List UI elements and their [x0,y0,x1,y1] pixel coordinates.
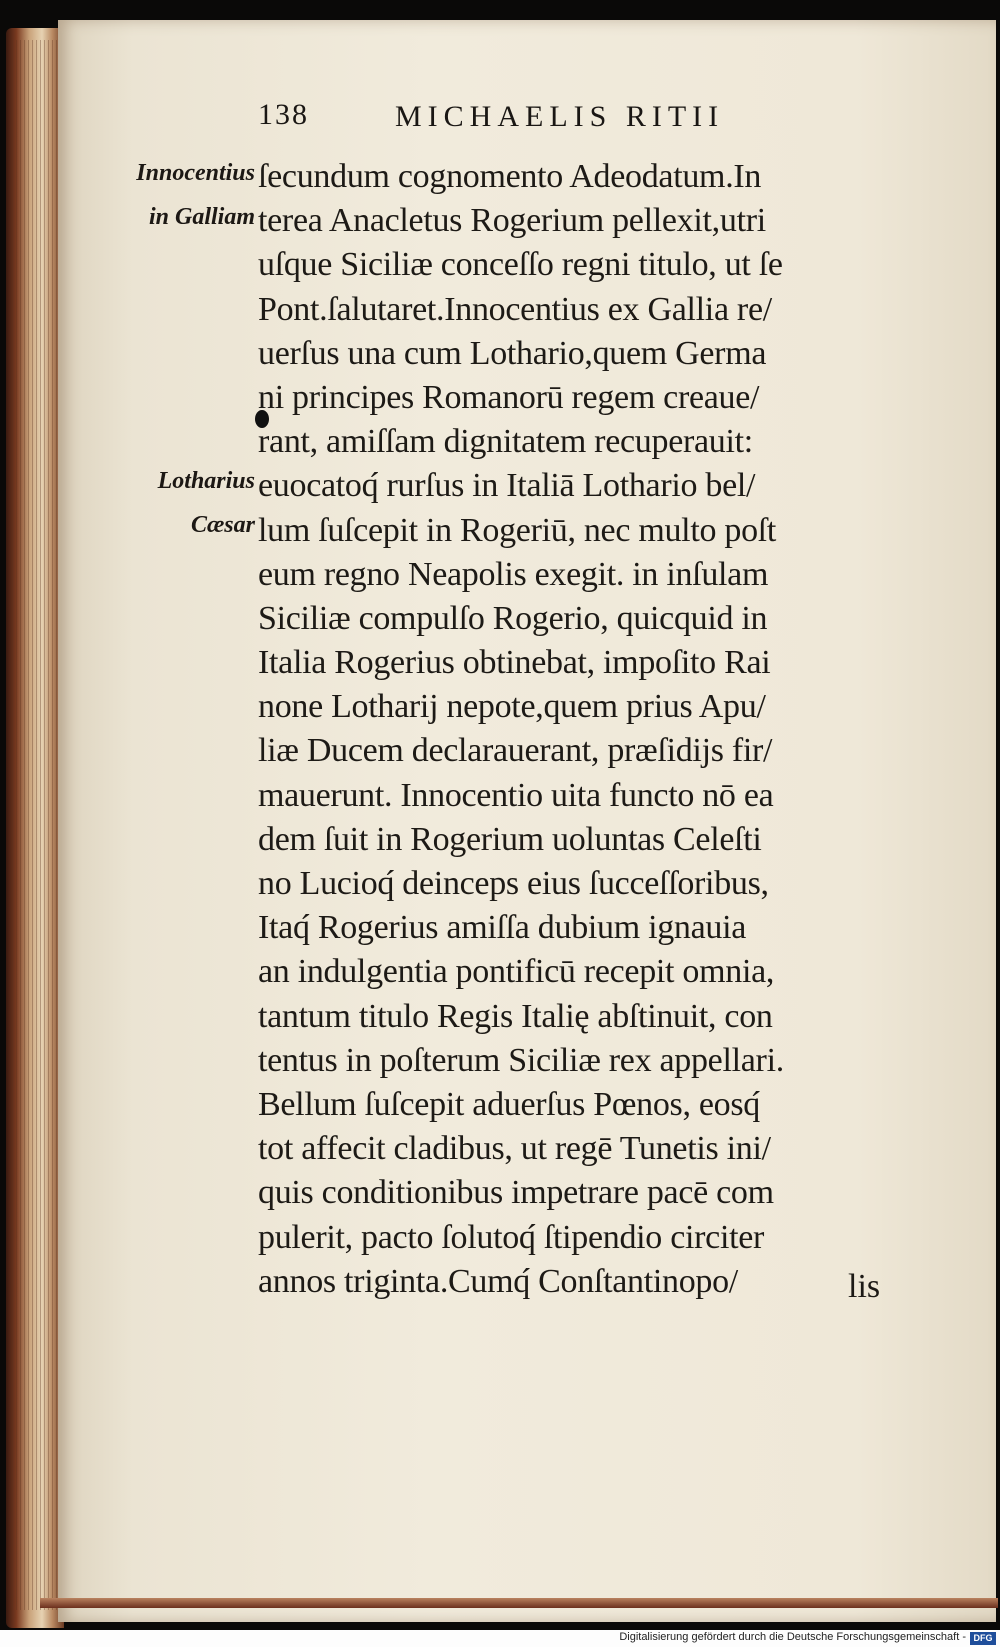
text-line: ni principes Romanorū regem creaue/ [258,378,760,416]
text-line: annos triginta.Cumq́ Conſtantinopo/ [258,1262,738,1300]
text-line: eum regno Neapolis exegit. in inſulam [258,555,769,593]
margin-note-lotharius: Lotharius [157,468,255,494]
margin-note-innocentius: Innocentius [136,160,255,186]
page-stack-lines [12,40,60,1610]
text-line: Pont.ſalutaret.Innocentius ex Gallia re/ [258,290,772,328]
text-line: euocatoq́ rurſus in Italiā Lothario bel/ [258,467,756,505]
running-head [0,98,1000,138]
text-line: tantum titulo Regis Italię abſtinuit, con [258,997,773,1035]
text-line: no Lucioq́ deinceps eius ſucceſſoribus, [258,865,769,902]
text-line: none Lotharij nepote,quem prius Apu/ [258,688,766,726]
text-line: terea Anacletus Rogerium pellexit,utri [258,202,766,240]
text-line: uerſus una cum Lothario,quem Germa [258,334,767,372]
catchword: lis [848,1268,881,1305]
body-text [258,155,918,1304]
text-line: ſecundum cognomento Adeodatum.In [258,158,762,195]
margin-note-in-galliam: in Galliam [148,204,255,230]
text-line: Siciliæ compulſo Rogerio, quicquid in [258,599,768,637]
text-line: tot affecit cladibus, ut regē Tunetis ini/ [258,1130,771,1168]
page-number: 138 [258,98,309,131]
margin-note-caesar: Cæsar [190,512,255,538]
text-line: Itaq́ Rogerius amiſſa dubium ignauia [258,909,747,947]
text-line: tentus in poſterum Siciliæ rex appellari. [258,1041,784,1079]
text-line: Italia Rogerius obtinebat, impoſito Rai [258,644,771,682]
text-line: Bellum ſuſcepit aduerſus Pœnos, eosq́ [258,1085,760,1123]
text-line: dem ſuit in Rogerium uoluntas Celeſti [258,820,762,858]
dfg-logo: DFG [970,1632,996,1645]
running-title: MICHAELIS RITII [395,100,725,133]
text-line: an indulgentia pontificū recepit omnia, [258,953,775,991]
text-line: uſque Siciliæ conceſſo regni titulo, ut ſe [258,246,783,284]
text-line: pulerit, pacto ſolutoq́ ſtipendio circiter [258,1218,765,1256]
funding-credit: Digitalisierung gefördert durch die Deutsche Forschungsgemeinschaft - [619,1631,966,1643]
book-bottom-edge [40,1598,998,1608]
text-line: quis conditionibus impetrare pacē com [258,1174,774,1212]
text-line: rant, amiſſam dignitatem recuperauit: [258,423,753,461]
text-line: lum ſuſcepit in Rogeriū, nec multo poſt [258,511,777,549]
footer-bar [0,1630,1000,1647]
text-line: mauerunt. Innocentio uita functo nō ea [258,776,774,814]
text-line: liæ Ducem declarauerant, præſidijs fir/ [258,732,773,770]
